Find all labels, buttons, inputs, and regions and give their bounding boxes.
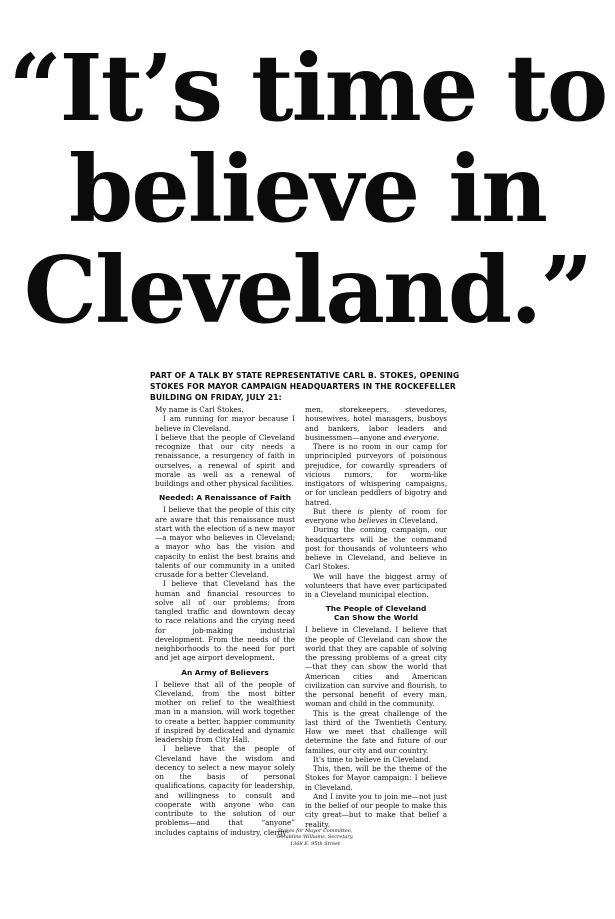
paragraph-text: plenty of room for everyone who <box>305 506 447 525</box>
paragraph: This is the great challenge of the last third of the Twentieth Century. How we meet that challenge will determine the fate and future of our families, our city and our country. <box>305 708 447 755</box>
paragraph: We will have the biggest army of volunteers that have ever participated in a Cleveland municipal election. <box>305 571 447 599</box>
paragraph <box>305 507 447 526</box>
sponsor-credit <box>245 828 385 847</box>
paragraph: It’s time to believe in Cleveland. <box>313 754 432 764</box>
paragraph: I believe that Cleveland has the human and financial resources to solve all of our problems; from tangled traffic and downtown decay to race relations and the crying need for job-making industrial development. From the needs of the neighborhoods to the need for port and jet age airport development. <box>155 579 295 663</box>
paragraph-text: in Cleveland. <box>387 516 438 525</box>
paragraph: There is no room in our camp for unprincipled purveyors of poisonous prejudice, for cowardly spreaders of vicious rumors, for worm-like instigators of whispering campaigns, or for unclean peddlers of bigotry and hatred. <box>305 442 447 507</box>
headline-line-3: Cleveland.” <box>23 236 592 344</box>
section-heading <box>305 604 447 622</box>
paragraph: I believe in Cleveland. I believe that the people of Cleveland can show the world that they are capable of solving the pressing problems of a great city —that they can show the world that American cities and American civilization can survive and flourish, to the personal benefit of every man, woman and child in the community. <box>305 625 447 709</box>
paragraph: I believe that all of the people of Cleveland, from the most bitter mother on relief to the wealthiest man in a mansion, will work together to create a better, happier community if inspired by dedicated and dynamic leadership from City Hall. <box>155 679 295 744</box>
paragraph: I am running for mayor because I believe in Cleveland. <box>155 414 295 433</box>
paragraph: I believe that the people of Cleveland have the wisdom and decency to select a new mayor solely on the basis of personal qualifications, capacity for leadership, and willingness to consult and cooperate with anyone who can contribute to the solution of our problems—and that “anyone” includes captains of industry, clergy- <box>155 744 295 837</box>
intro-caption: PART OF A TALK BY STATE REPRESENTATIVE CARL B. STOKES, OPENING STOKES FOR MAYOR CAMPAIGN HEADQUARTERS IN THE ROCKEFELLER BUILDING ON FRIDAY, JULY 21: <box>150 371 460 402</box>
paragraph: And I invite you to join me—not just in the belief of our people to make this city great—but to make that belief a reality. <box>305 791 447 829</box>
paragraph-text: men, storekeepers, stevedores, housewives, hotel managers, busboys and bankers, labor leaders and businessmen—anyone and <box>305 405 447 442</box>
headline-line-1: “It’s time to <box>8 34 607 142</box>
emphasis-text: believes <box>357 516 388 525</box>
credit-line: Geraldine Williams, Secretary, <box>276 834 354 841</box>
paragraph: This, then, will be the theme of the Stokes for Mayor campaign: I believe in Cleveland. <box>305 764 447 792</box>
paragraph: I believe that the people of this city are aware that this renaissance must start with the election of a new mayor —a mayor who believes in Cleveland; a mayor who has the vision and capacity to enlist the best brains and talents of our community in a united crusade for a better Cleveland. <box>155 505 295 579</box>
emphasis-text: everyone. <box>403 432 440 442</box>
paragraph: My name is Carl Stokes. <box>155 405 244 414</box>
credit-line: Stokes for Mayor Committee, <box>277 828 353 834</box>
headline-line-2: believe in <box>68 135 547 243</box>
section-heading: An Army of Believers <box>181 667 269 677</box>
heading-line: The People of Cleveland <box>325 604 427 614</box>
paragraph: During the coming campaign, our headquarters will be the command post for thousands of volunteers who believe in Cleveland, and believe in Carl Stokes. <box>305 525 447 572</box>
headline <box>0 34 615 344</box>
paragraph <box>305 405 447 442</box>
section-heading: Needed: A Renaissance of Faith <box>159 493 291 503</box>
credit-line: 1368 E. 95th Street <box>289 840 341 847</box>
paragraph: I believe that the people of Cleveland recognize that our city needs a renaissance, a resurgency of faith in ourselves, a renewal of spirit and morale as well as a renewal of buildings and other physical facilities. <box>155 432 295 488</box>
heading-line: Can Show the World <box>333 613 419 623</box>
paragraph-text: But there <box>313 506 358 516</box>
emphasis-text: is <box>357 506 364 516</box>
left-column <box>155 405 295 837</box>
right-column <box>305 405 447 829</box>
